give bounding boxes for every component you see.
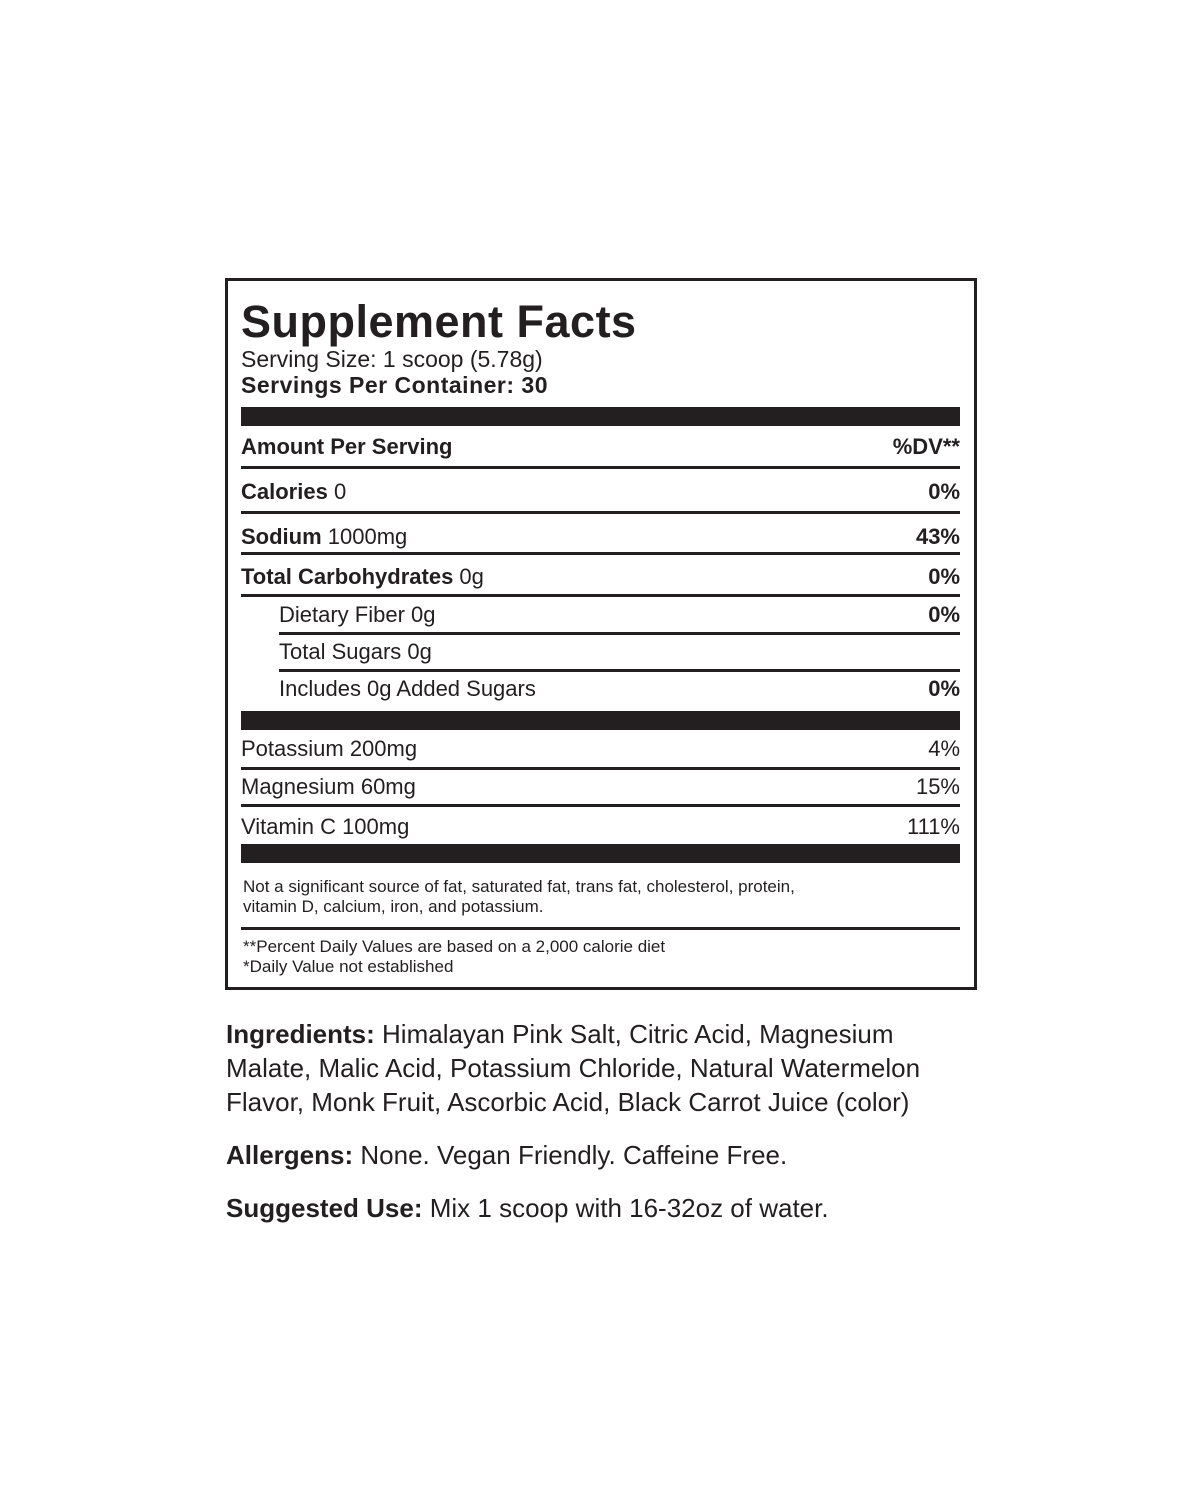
sodium-label: Sodium xyxy=(241,524,322,549)
added-sugars-label: Includes 0g Added Sugars xyxy=(279,676,536,701)
allergens-label: Allergens: xyxy=(226,1140,354,1170)
added-sugars-dv: 0% xyxy=(928,676,960,701)
serving-size: Serving Size: 1 scoop (5.78g) xyxy=(241,346,543,372)
thick-divider-middle xyxy=(241,711,960,730)
divider xyxy=(241,927,960,930)
potassium-label: Potassium 200mg xyxy=(241,736,418,761)
vitamin-c-dv: 111% xyxy=(906,814,960,839)
amount-per-serving-header: Amount Per Serving xyxy=(241,434,453,459)
divider xyxy=(241,594,960,597)
carbs-label: Total Carbohydrates xyxy=(241,564,454,589)
fiber-label: Dietary Fiber 0g xyxy=(279,602,436,627)
divider xyxy=(241,804,960,807)
supplement-facts-panel xyxy=(225,278,977,990)
sodium-dv: 43% xyxy=(915,524,960,549)
ingredients-line: Flavor, Monk Fruit, Ascorbic Acid, Black Carrot Juice (color) xyxy=(226,1087,910,1117)
sugars-label: Total Sugars 0g xyxy=(279,639,432,664)
magnesium-label: Magnesium 60mg xyxy=(241,774,416,799)
potassium-dv: 4% xyxy=(928,736,960,761)
allergens-block xyxy=(226,1138,986,1172)
divider xyxy=(241,466,960,469)
carbs-value: 0g xyxy=(453,564,484,589)
suggested-use-text: Mix 1 scoop with 16-32oz of water. xyxy=(422,1193,829,1223)
ingredients-label: Ingredients: xyxy=(226,1019,375,1049)
dv-header: %DV** xyxy=(892,434,960,459)
vitamin-c-label: Vitamin C 100mg xyxy=(241,814,410,839)
divider xyxy=(241,767,960,770)
footnote-not-established: *Daily Value not established xyxy=(243,957,454,976)
not-significant-note: Not a significant source of fat, saturated fat, trans fat, cholesterol, protein, vitamin D, calcium, iron, and potassium. xyxy=(243,877,795,916)
panel-title: Supplement Facts xyxy=(241,296,637,347)
divider xyxy=(279,669,960,672)
calories-label: Calories xyxy=(241,479,328,504)
ingredients-line: Malate, Malic Acid, Potassium Chloride, Natural Watermelon xyxy=(226,1053,921,1083)
allergens-text: None. Vegan Friendly. Caffeine Free. xyxy=(353,1140,788,1170)
footnotes xyxy=(243,937,960,977)
footnote-daily-values: **Percent Daily Values are based on a 2,000 calorie diet xyxy=(243,937,666,956)
divider xyxy=(241,511,960,514)
sodium-value: 1000mg xyxy=(321,524,408,549)
thick-divider-bottom xyxy=(241,844,960,863)
carbs-dv: 0% xyxy=(928,564,960,589)
suggested-use-block xyxy=(226,1191,986,1225)
calories-value: 0 xyxy=(327,479,347,504)
divider xyxy=(279,632,960,635)
fiber-dv: 0% xyxy=(928,602,960,627)
servings-per-container: Servings Per Container: 30 xyxy=(241,372,548,398)
divider xyxy=(241,552,960,555)
suggested-use-label: Suggested Use: xyxy=(226,1193,423,1223)
thick-divider-top xyxy=(241,407,960,426)
calories-dv: 0% xyxy=(928,479,960,504)
ingredients-line: Himalayan Pink Salt, Citric Acid, Magnesium xyxy=(374,1019,894,1049)
magnesium-dv: 15% xyxy=(915,774,960,799)
ingredients-block xyxy=(226,1017,986,1119)
